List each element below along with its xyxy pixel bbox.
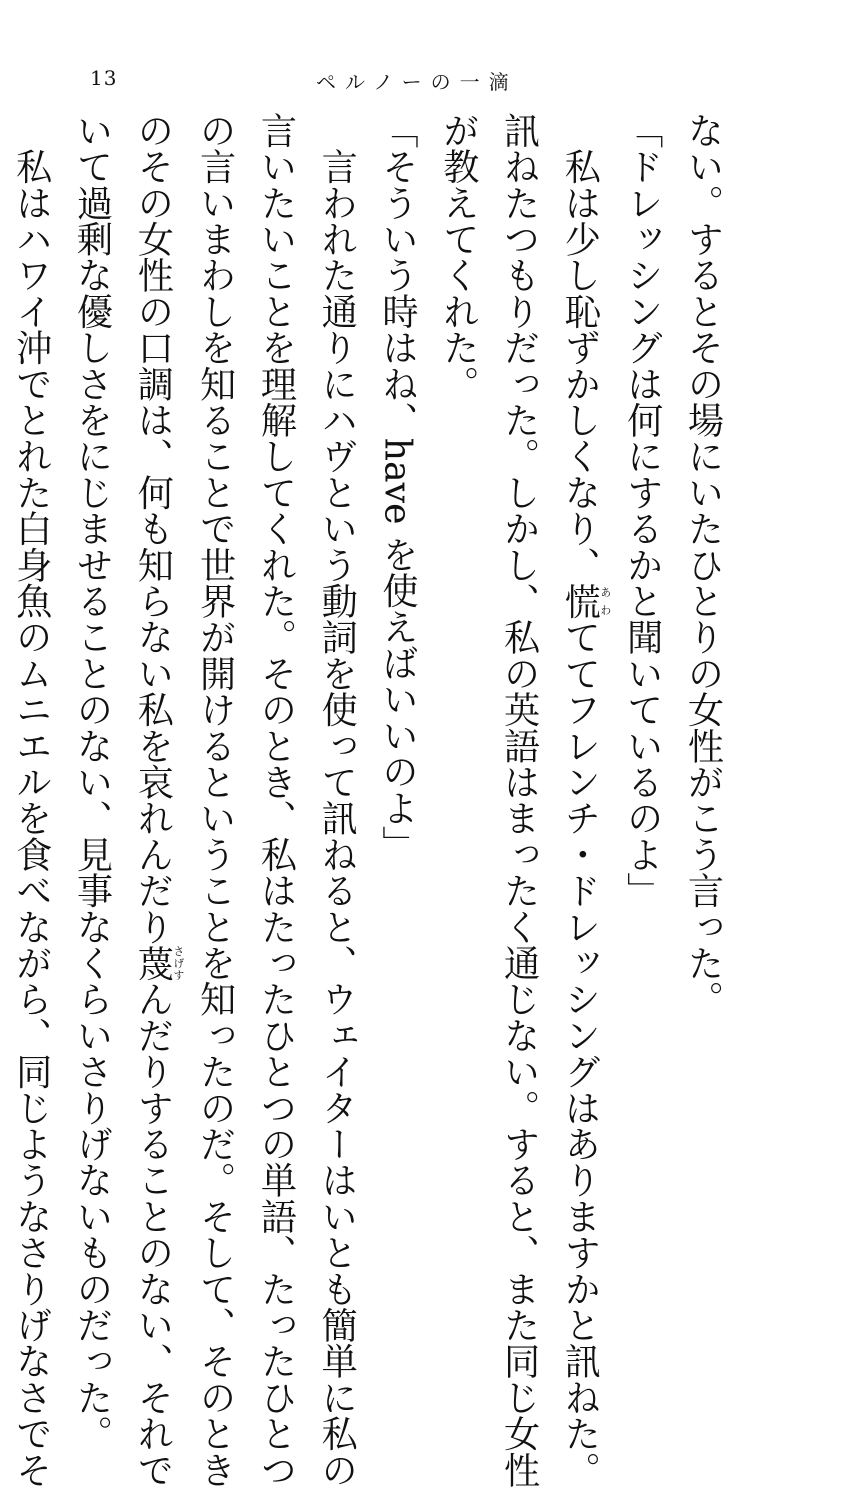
text-column-12: 私はハワイ沖でとれた白身魚のムニエルを食べながら、同じようなさりげなさでそ — [0, 112, 61, 1112]
ruby-awate-base: 慌 — [559, 583, 602, 619]
text-column-7: 言われた通りにハヴという動詞を使って訊ねると、ウェイターはいとも簡単に私の — [306, 112, 367, 1112]
column-10-rest: んだりすることのない、それで — [132, 981, 175, 1488]
text-column-4: 訊ねたつもりだった。しかし、私の英語はまったく通じない。すると、また同じ女性 — [488, 112, 549, 1112]
ruby-sagesu-base: 蔑 — [132, 945, 175, 981]
ruby-awate — [559, 583, 602, 619]
column-3-rest: ててフレンチ・ドレッシングはありますかと訊ねた。 — [559, 619, 602, 1488]
running-title: ペルノーの一滴 — [316, 66, 518, 95]
text-column-9: の言いまわしを知ることで世界が開けるということを知ったのだ。そして、そのとき — [184, 112, 245, 1112]
text-column-10 — [122, 112, 184, 1112]
page-number: 13 — [90, 66, 117, 90]
text-column-5: が教えてくれた。 — [428, 112, 489, 1112]
ruby-sagesu — [132, 945, 175, 981]
text-column-2: 「ドレッシングは何にするかと聞いているのよ」 — [611, 112, 672, 1112]
ruby-ho-reading — [0, 1198, 1, 1234]
vertical-body-text — [93, 112, 733, 1112]
column-3-lead: 私は少し恥ずかしくなり、 — [559, 112, 602, 583]
ruby-sagesu-reading: さげす — [172, 945, 185, 981]
text-column-3 — [549, 112, 611, 1112]
text-column-1: ない。するとその場にいたひとりの女性がこう言った。 — [672, 112, 733, 1112]
text-column-6: 「そういう時はね、have を使えばいいのよ」 — [367, 112, 428, 1112]
ruby-awate-reading: あわ — [599, 583, 612, 619]
column-10-lead: のその女性の口調は、何も知らない私を哀れんだり — [132, 112, 175, 945]
text-column-8: 言いたいことを理解してくれた。そのとき、私はたったひとつの単語、たったひとつ — [245, 112, 306, 1112]
text-column-11: いて過剰な優しさをにじませることのない、見事なくらいさりげないものだった。 — [61, 112, 122, 1112]
